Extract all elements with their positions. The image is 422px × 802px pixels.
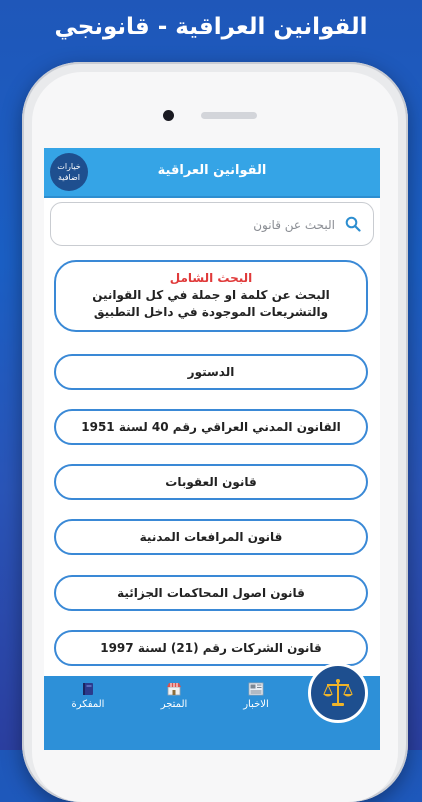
comprehensive-search-description: البحث عن كلمة او جملة في كل القوانين والتشريعات الموجودة في داخل التطبيق xyxy=(92,288,330,319)
law-item-label: قانون اصول المحاكمات الجزائية xyxy=(117,586,305,600)
law-item-label: قانون المرافعات المدنية xyxy=(139,530,283,544)
speaker xyxy=(201,112,257,119)
tab-news[interactable] xyxy=(226,682,286,710)
law-item-civil-law[interactable] xyxy=(54,409,368,445)
newspaper-icon xyxy=(248,682,264,696)
search-box[interactable] xyxy=(50,202,374,246)
app-header xyxy=(44,148,380,198)
law-item-label: القانون المدني العراقي رقم 40 لسنة 1951 xyxy=(81,420,341,434)
comprehensive-search-title: البحث الشامل xyxy=(169,271,253,285)
law-item-penal-code[interactable] xyxy=(54,464,368,500)
tab-store[interactable] xyxy=(144,682,204,710)
law-item-civil-procedure[interactable] xyxy=(54,519,368,555)
search-input[interactable] xyxy=(73,213,337,237)
notebook-icon xyxy=(80,682,96,696)
justice-scale-button[interactable] xyxy=(308,663,368,723)
law-item-companies-law[interactable] xyxy=(54,630,368,666)
comprehensive-search-card[interactable] xyxy=(54,260,368,332)
app-screen xyxy=(44,148,380,750)
law-item-label: قانون العقوبات xyxy=(165,475,257,489)
tab-store-label: المتجر xyxy=(160,699,188,710)
law-item-label: قانون الشركات رقم (21) لسنة 1997 xyxy=(100,641,322,655)
search-icon xyxy=(345,216,361,232)
law-item-label: الدستور xyxy=(187,365,235,379)
scales-of-justice-icon xyxy=(321,676,355,710)
tab-notebook-label: المفكرة xyxy=(71,699,105,710)
law-item-constitution[interactable] xyxy=(54,354,368,390)
tab-notebook[interactable] xyxy=(58,682,118,710)
store-icon xyxy=(166,682,182,696)
promo-title: القوانين العراقية - قانونجي xyxy=(54,14,368,40)
more-options-label: خيارات اضافية xyxy=(57,162,81,182)
more-options-button[interactable] xyxy=(50,153,88,191)
camera xyxy=(163,110,174,121)
header-title: القوانين العراقية xyxy=(157,163,267,178)
law-item-criminal-procedure[interactable] xyxy=(54,575,368,611)
tab-news-label: الاخبار xyxy=(243,699,269,710)
